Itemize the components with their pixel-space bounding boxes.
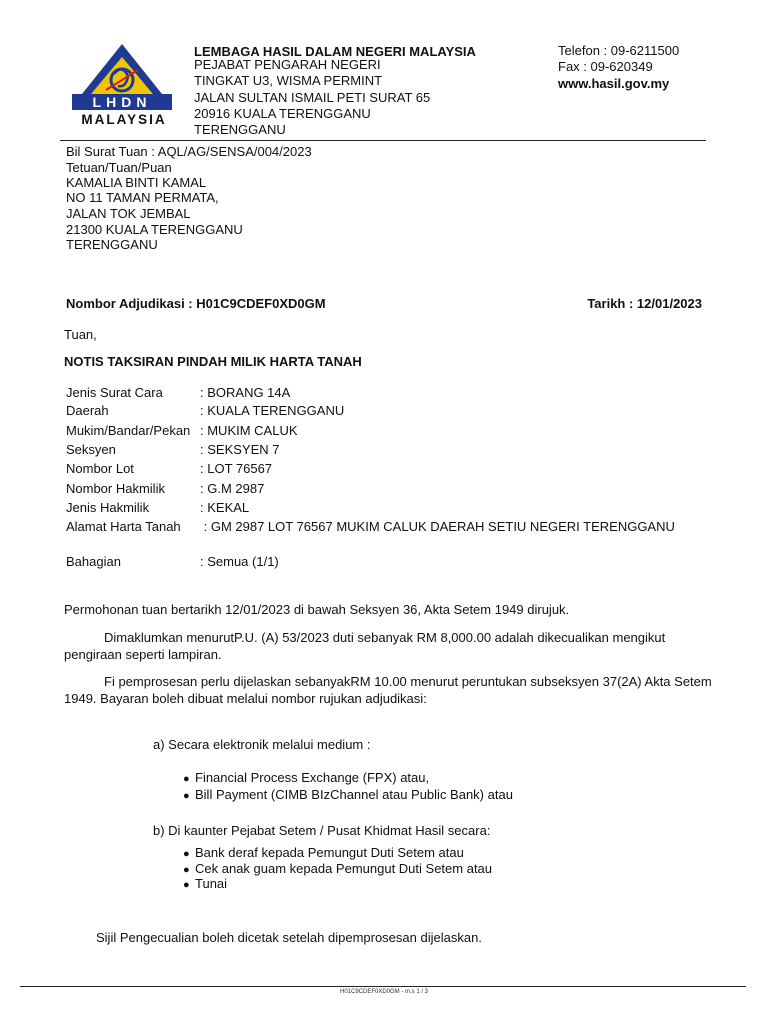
- lhdn-logo: [66, 42, 186, 128]
- address-line: 21300 KUALA TERENGGANU: [66, 222, 243, 237]
- field-label: Bahagian: [66, 554, 121, 569]
- paragraph-fee: Fi pemprosesan perlu dijelaskan sebanyakRM 10.00 menurut peruntukan subseksyen 37(2A) Akta Setem 1949. Bayaran boleh dibuat melalui nombor rujukan adjudikasi:: [64, 674, 712, 706]
- header-divider: [60, 140, 706, 141]
- logo-text-bottom: MALAYSIA: [81, 112, 167, 127]
- lhdn-logo-graphic: [66, 42, 186, 128]
- paragraph-reference: Permohonan tuan bertarikh 12/01/2023 di bawah Seksyen 36, Akta Setem 1949 dirujuk.: [64, 602, 570, 617]
- adjudication-number: Nombor Adjudikasi : H01C9CDEF0XD0GM: [66, 296, 326, 311]
- bullet-icon: ●: [183, 848, 190, 860]
- field-label: Seksyen: [66, 442, 116, 457]
- field-value: : KUALA TERENGGANU: [200, 403, 345, 418]
- closing-note: Sijil Pengecualian boleh dicetak setelah dipemprosesan dijelaskan.: [96, 930, 482, 945]
- footer-page-info: H01C9CDEF0XD0GM - m.s 1 / 3: [339, 989, 429, 995]
- field-label: Daerah: [66, 403, 109, 418]
- office-line: TINGKAT U3, WISMA PERMINT: [194, 73, 383, 88]
- field-row: [66, 500, 249, 516]
- bullet-icon: ●: [183, 790, 190, 802]
- bullet-icon: ●: [183, 864, 190, 876]
- list-item: ● Bank deraf kepada Pemungut Duti Setem atau: [183, 845, 464, 860]
- bullet-icon: ●: [183, 879, 190, 891]
- address-line: JALAN TOK JEMBAL: [66, 206, 191, 221]
- notice-title: NOTIS TAKSIRAN PINDAH MILIK HARTA TANAH: [64, 354, 362, 369]
- field-label: Nombor Lot: [66, 461, 134, 476]
- office-line: PEJABAT PENGARAH NEGERI: [194, 57, 381, 72]
- field-value: : KEKAL: [200, 500, 250, 515]
- agency-name: LEMBAGA HASIL DALAM NEGERI MALAYSIA: [194, 44, 476, 59]
- field-label: Jenis Hakmilik: [66, 500, 150, 515]
- field-row: [66, 461, 272, 477]
- payment-option-a-heading: a) Secara elektronik melalui medium :: [153, 737, 371, 752]
- notice-date: Tarikh : 12/01/2023: [587, 296, 702, 311]
- bullet-icon: ●: [183, 773, 190, 785]
- salutation-line: Tetuan/Tuan/Puan: [66, 160, 172, 175]
- phone-number: Telefon : 09-6211500: [558, 43, 680, 58]
- field-label: Nombor Hakmilik: [66, 481, 165, 496]
- field-row: [66, 423, 298, 439]
- field-value: : GM 2987 LOT 76567 MUKIM CALUK DAERAH SETIU NEGERI TERENGGANU: [200, 519, 675, 534]
- list-item: ● Financial Process Exchange (FPX) atau,: [183, 770, 430, 785]
- paragraph-exemption: Dimaklumkan menurutP.U. (A) 53/2023 duti sebanyak RM 8,000.00 adalah dikecualikan mengikut pengiraan seperti lampiran.: [64, 630, 666, 662]
- field-label: Jenis Surat Cara: [66, 385, 163, 400]
- field-value: : LOT 76567: [200, 461, 273, 476]
- payment-option-b-heading: b) Di kaunter Pejabat Setem / Pusat Khidmat Hasil secara:: [153, 823, 491, 838]
- field-value: : SEKSYEN 7: [200, 442, 280, 457]
- greeting: Tuan,: [64, 327, 97, 342]
- field-value: : Semua (1/1): [200, 554, 279, 569]
- field-row: [66, 442, 279, 458]
- field-label: Alamat Harta Tanah: [66, 519, 181, 534]
- field-value: : BORANG 14A: [200, 385, 291, 400]
- address-line: TERENGGANU: [66, 237, 158, 252]
- field-row: [66, 519, 675, 535]
- field-value: : G.M 2987: [200, 481, 265, 496]
- list-item: ● Tunai: [183, 876, 228, 891]
- office-line: TERENGGANU: [194, 122, 286, 137]
- address-line: NO 11 TAMAN PERMATA,: [66, 190, 219, 205]
- recipient-name: KAMALIA BINTI KAMAL: [66, 175, 207, 190]
- list-item: ● Bill Payment (CIMB BIzChannel atau Public Bank) atau: [183, 787, 513, 802]
- logo-text-top: LHDN: [92, 94, 152, 110]
- office-line: JALAN SULTAN ISMAIL PETI SURAT 65: [194, 90, 431, 105]
- field-label: Mukim/Bandar/Pekan: [66, 423, 191, 438]
- reference-number: Bil Surat Tuan : AQL/AG/SENSA/004/2023: [66, 144, 312, 159]
- website-link[interactable]: www.hasil.gov.my: [558, 76, 670, 91]
- field-value: : MUKIM CALUK: [200, 423, 298, 438]
- field-row: [66, 554, 279, 570]
- office-line: 20916 KUALA TERENGGANU: [194, 106, 371, 121]
- field-row: [66, 385, 290, 401]
- field-row: [66, 481, 264, 497]
- fax-number: Fax : 09-620349: [558, 59, 653, 74]
- field-row: [66, 403, 344, 419]
- list-item: ● Cek anak guam kepada Pemungut Duti Setem atau: [183, 861, 493, 876]
- footer-divider: [20, 986, 746, 987]
